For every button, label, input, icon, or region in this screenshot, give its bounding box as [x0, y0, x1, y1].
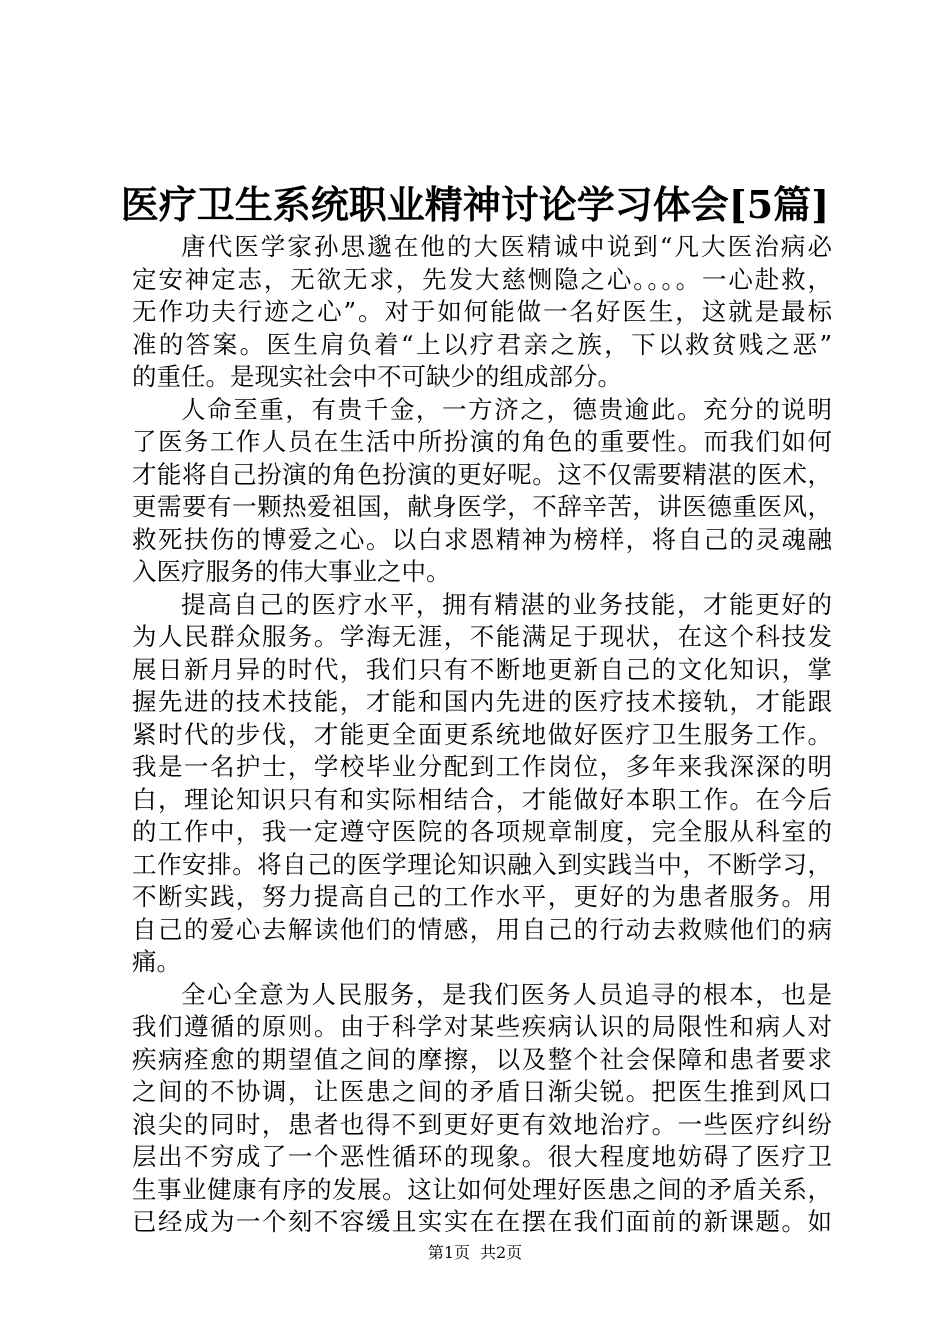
text-line: 才能将自己扮演的角色扮演的更好呢。这不仅需要精湛的医术， [132, 459, 832, 489]
text-line: 更需要有一颗热爱祖国，献身医学，不辞辛苦，讲医德重医风， [132, 492, 832, 521]
text-line: 全心全意为人民服务，是我们医务人员追寻的根本，也是 [181, 979, 832, 1009]
paragraph [132, 231, 832, 394]
text-line: 握先进的技术技能，才能和国内先进的医疗技术接轨，才能跟 [132, 687, 832, 716]
text-line: 痛。 [132, 947, 181, 976]
text-line: 入医疗服务的伟大事业之中。 [132, 557, 451, 586]
text-line: 疾病痊愈的期望值之间的摩擦，以及整个社会保障和患者要求 [132, 1044, 832, 1074]
text-line: 定安神定志，无欲无求，先发大慈恻隐之心。。。。一心赴救， [132, 264, 832, 294]
text-line: 层出不穷成了一个恶性循环的现象。很大程度地妨碍了医疗卫 [132, 1142, 832, 1171]
text-line: 展日新月异的时代，我们只有不断地更新自己的文化知识，掌 [132, 654, 832, 684]
document-title: 医疗卫生系统职业精神讨论学习体会[5篇] [120, 182, 830, 227]
text-line: 紧时代的步伐，才能更全面更系统地做好医疗卫生服务工作。 [132, 719, 832, 749]
page-number: 第1页 [427, 1243, 470, 1262]
text-line: 之间的不协调，让医患之间的矛盾日渐尖锐。把医生推到风口 [132, 1077, 832, 1106]
text-line: 浪尖的同时，患者也得不到更好更有效地治疗。一些医疗纠纷 [132, 1109, 832, 1139]
text-line: 工作安排。将自己的医学理论知识融入到实践当中，不断学习， [132, 849, 832, 879]
text-line: 已经成为一个刻不容缓且实实在在摆在我们面前的新课题。如 [132, 1207, 832, 1236]
text-line: 我是一名护士，学校毕业分配到工作岗位，多年来我深深的明 [132, 752, 832, 781]
text-line: 生事业健康有序的发展。这让如何处理好医患之间的矛盾关系， [132, 1174, 832, 1204]
text-line: 人命至重，有贵千金，一方济之，德贵逾此。充分的说明 [181, 394, 832, 424]
page-total: 共2页 [480, 1243, 523, 1262]
text-line: 提高自己的医疗水平，拥有精湛的业务技能，才能更好的 [181, 589, 832, 619]
text-line: 的重任。是现实社会中不可缺少的组成部分。 [132, 362, 622, 391]
text-line: 了医务工作人员在生活中所扮演的角色的重要性。而我们如何 [132, 427, 832, 456]
paragraph [132, 394, 832, 589]
text-line: 我们遵循的原则。由于科学对某些疾病认识的局限性和病人对 [132, 1012, 832, 1041]
page-footer [0, 1243, 950, 1263]
text-line: 准的答案。医生肩负着“上以疗君亲之族，下以救贫贱之恶” [132, 329, 832, 359]
text-line: 自己的爱心去解读他们的情感，用自己的行动去救赎他们的病 [132, 914, 832, 944]
text-line: 白，理论知识只有和实际相结合，才能做好本职工作。在今后 [132, 784, 832, 814]
paragraph [132, 979, 832, 1239]
text-line: 的工作中，我一定遵守医院的各项规章制度，完全服从科室的 [132, 817, 832, 846]
text-line: 无作功夫行迹之心”。对于如何能做一名好医生，这就是最标 [132, 297, 832, 326]
document-body [132, 231, 832, 1239]
text-line: 不断实践，努力提高自己的工作水平，更好的为患者服务。用 [132, 882, 832, 911]
text-line: 唐代医学家孙思邈在他的大医精诚中说到“凡大医治病必 [181, 232, 832, 261]
paragraph [132, 589, 832, 979]
text-line: 为人民群众服务。学海无涯，不能满足于现状，在这个科技发 [132, 622, 832, 651]
text-line: 救死扶伤的博爱之心。以白求恩精神为榜样，将自己的灵魂融 [132, 524, 832, 554]
